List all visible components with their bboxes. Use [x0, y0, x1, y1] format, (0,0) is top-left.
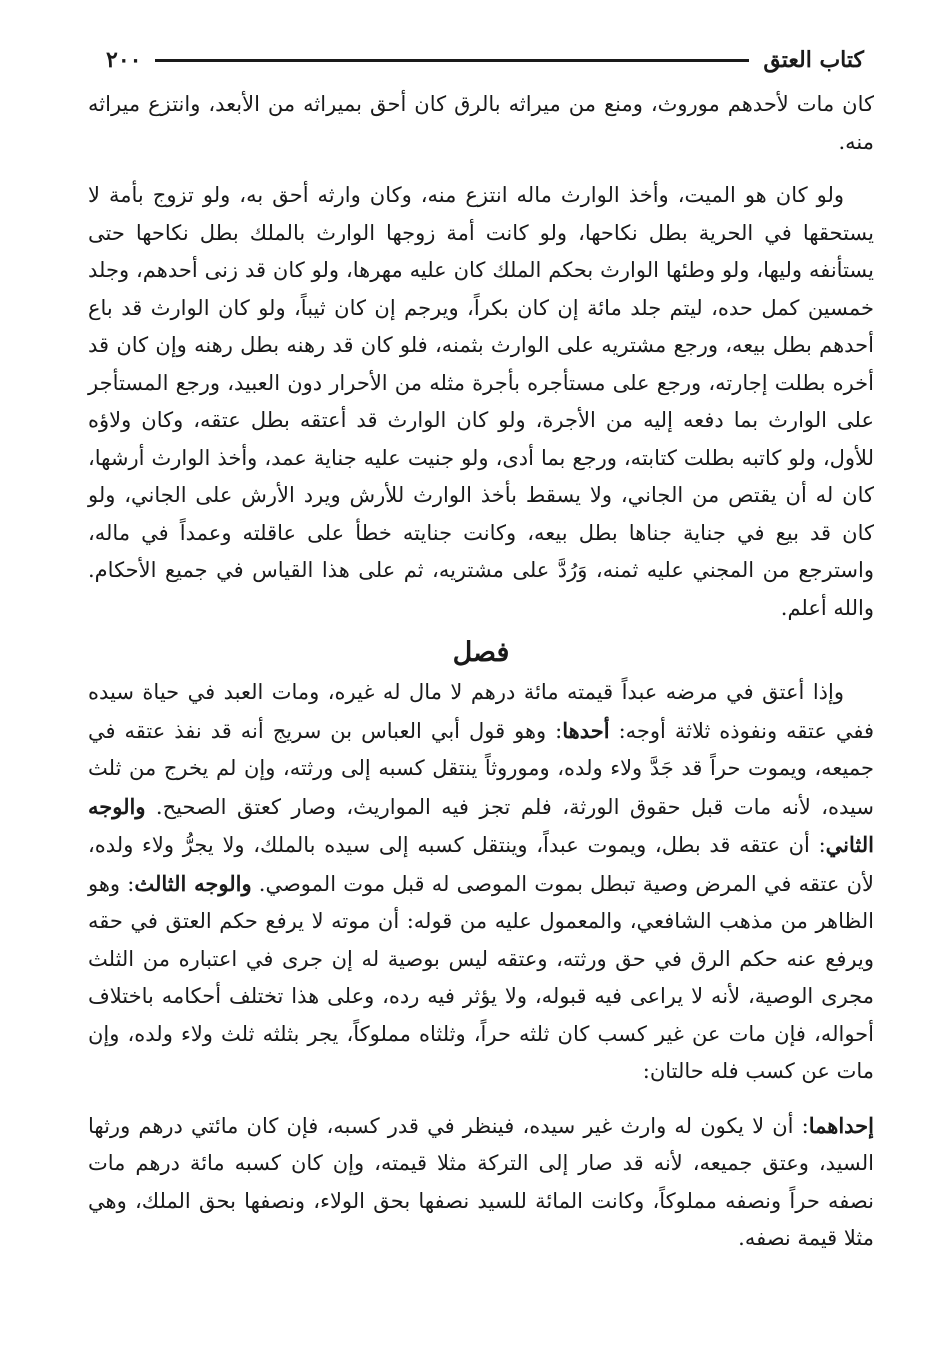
section-title: فصل [452, 637, 510, 668]
paragraph-4-text: : أن لا يكون له وارث غير سيده، فينظر في قدر كسبه، فإن كان مائتي درهم ورثها السيد، وعتق جميعه، لأنه قد صار إلى التركة مثلا قيمته، وإن كان كسبه مائة درهم مات نصفه حراً ونصفه مملوكاً، وكانت المائة للسيد نصفها بحق الولاء، ونصفها بحق الملك، وهي مثلا قيمة نصفه. [88, 1113, 874, 1250]
paragraph-3-text-1: وإذا أعتق في مرضه عبداً قيمته مائة درهم لا مال له غيره، ومات العبد في حياة سيده ففي عتقه ونفوذه ثلاثة أوجه: [88, 680, 875, 743]
paragraph-3-text-4: : وهو الظاهر من مذهب الشافعي، والمعمول عليه من قوله: أن موته لا يرفع حكم العتق في حقه ويرفع عنه حكم الرق في حق ورثته، وعتقه ليس بوصية له إن جرى في اعتباره من الثلث مجرى الوصية، لأنه لا يراعى فيه قبوله، ولا يؤثر فيه رده، وعلى هذا تختلف أحكامه باختلاف أحواله، فإن مات عن غير كسب كان ثلثه حراً، وثلثاه مملوكاً، يجر بثلثه ثلث ولاء ولده، وإن مات عن كسب فله حالتان: [88, 871, 874, 1083]
paragraph-4 [88, 1107, 874, 1258]
first-aspect-label: أحدها [562, 717, 610, 743]
paragraph-3-text-2: : وهو قول أبي العباس بن سريج أنه قد نفذ عتقه في جميعه، ويموت حراً قد جَدَّ ولاء ولده، وموروثاً ينتقل كسبه إلى ورثته، وإن لم يخرج من ثلث سيده، لأنه مات قبل حقوق الورثة، فلم تجز فيه المواريث، وصار كعتق الصحيح. [88, 718, 874, 819]
page-number: ٢٠٠ [106, 47, 142, 73]
paragraph-3-text-3: : أن عتقه قد بطل، ويموت عبداً، وينتقل كسبه إلى سيده بالملك، ولا يجرُّ ولاء ولده، لأن عتقه في المرض وصية تبطل بموت الموصى له قبل موت الموصي. [88, 833, 874, 896]
document-page [88, 40, 874, 1258]
running-title: كتاب العتق [763, 47, 864, 73]
paragraph-2: ولو كان هو الميت، وأخذ الوارث ماله انتزع منه، وكان وارثه أحق به، ولو تزوج بأمة لا يستحقها في الحرية بطل نكاحها، ولو كانت أمة زوجها الوارث بالملك بطل نكاحها حتى يستأنفه وليها، ولو وطئها الوارث بحكم الملك كان عليه مهرها، ولو كان قد زنى أحدهم، وجلد خمسين كمل حده، ليتم جلد مائة إن كان بكراً، ويرجم إن كان ثيباً، ولو كان الوارث قد باع أحدهم بطل بيعه، ورجع مشتريه على الوارث بثمنه، فلو كان قد رهنه بطل رهنه وإن كان قد أخره بطلت إجارته، ورجع على مستأجره بأجرة مثله من الأحرار دون العبيد، ورجع المستأجر على الوارث بما دفعه إليه من الأجرة، ولو كان الوارث قد أعتقه بطل عتقه، وكان ولاؤه للأول، ولو كاتبه بطلت كتابته، ورجع بما أدى، ولو جنيت عليه جناية عمد، وأخذ الوارث أرشها، كان له أن يقتص من الجاني، ولا يسقط بأخذ الوارث للأرش ويرد الأرش على الجاني، ولو كان قد بيع في جناية جناها بطل بيعه، وكانت جنايته خطأ على عاقلته وعمداً في ماله، واسترجع من المجني عليه ثمنه، وَرُدَّ على مشتريه، ثم على هذا القياس في جميع الأحكام. والله أعلم. [88, 183, 874, 620]
header-rule [155, 59, 749, 62]
page-header [88, 40, 874, 80]
paragraph-3 [88, 674, 874, 1091]
first-case-label: إحداهما [808, 1112, 874, 1138]
second-aspect-label: والوجه الثاني [88, 793, 874, 857]
paragraph-1: كان مات لأحدهم موروث، ومنع من ميراثه بالرق كان أحق بميراثه من الأبعد، وانتزع ميراثه منه. [88, 92, 874, 154]
third-aspect-label: والوجه الثالث [134, 870, 252, 896]
